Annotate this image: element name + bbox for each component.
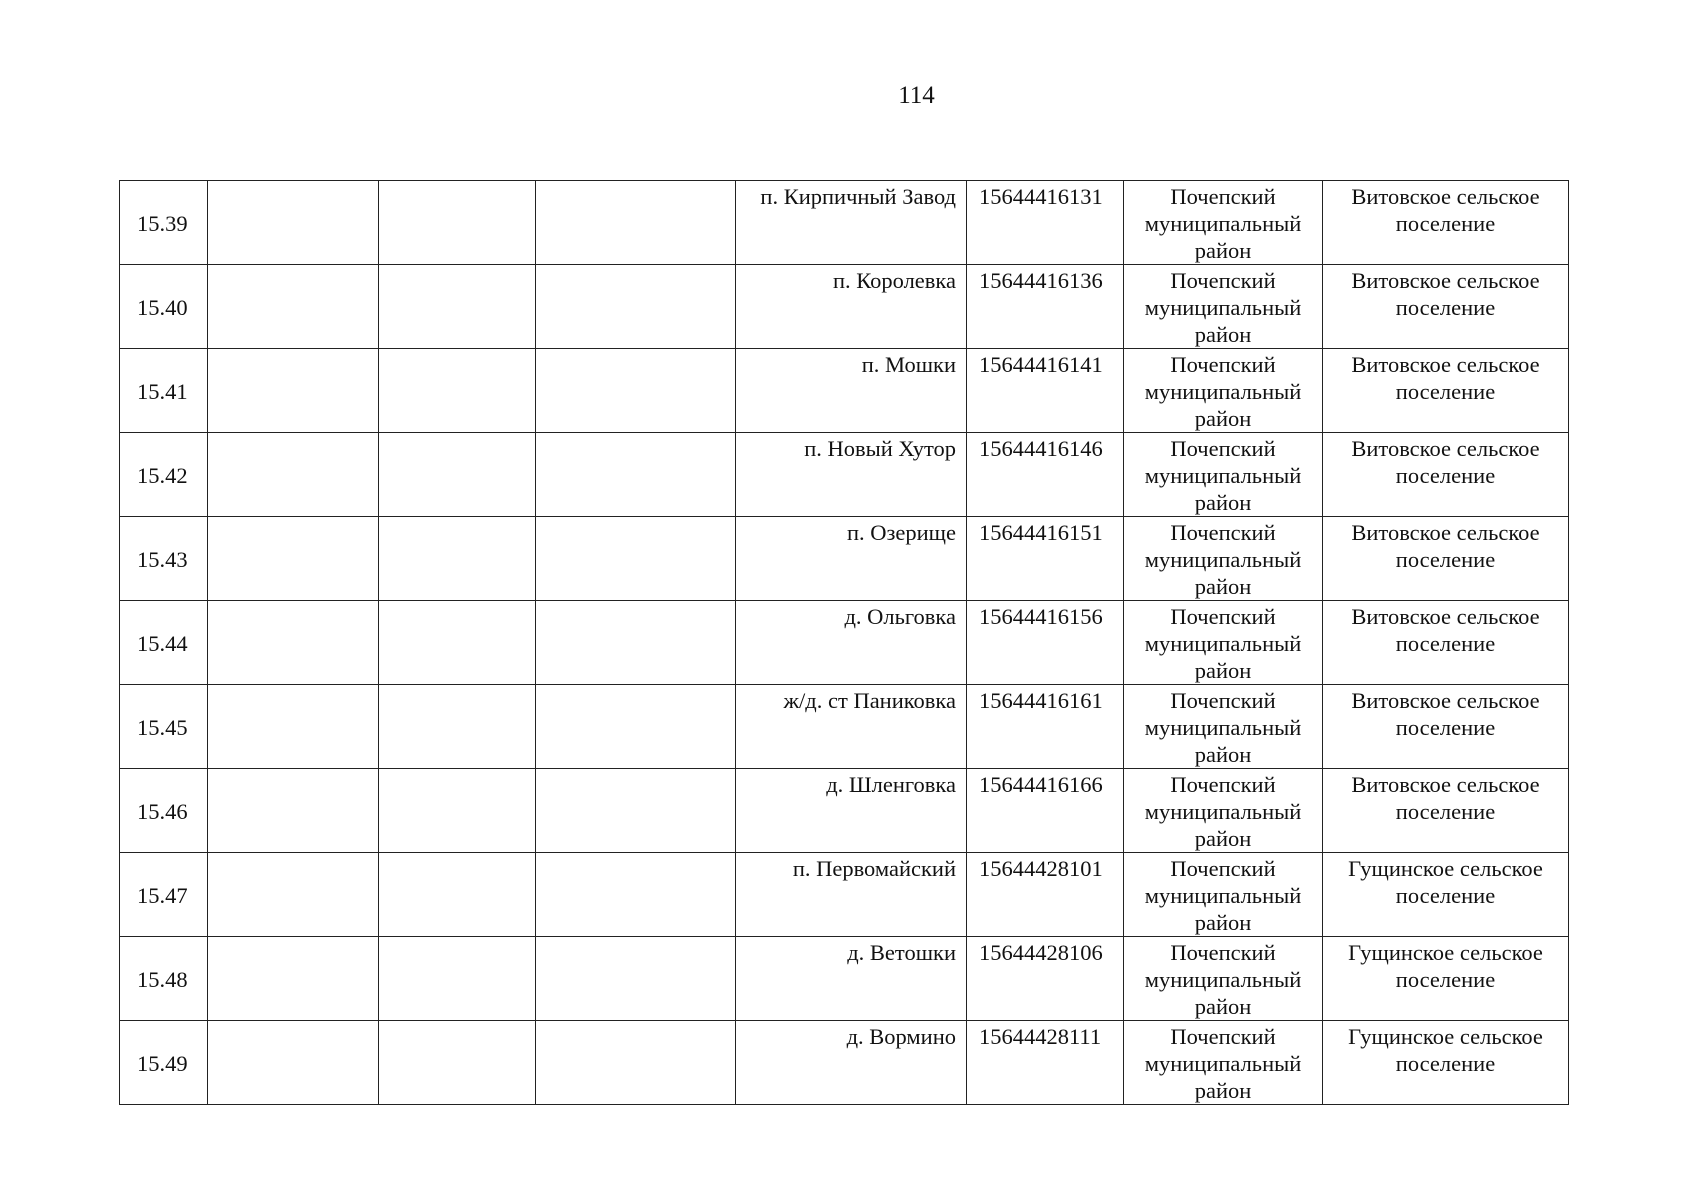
district-cell (1124, 853, 1323, 937)
locality-cell (736, 433, 967, 517)
settlement-name: Гущинское сельское поселение (1348, 940, 1543, 992)
row-number-cell (120, 349, 208, 433)
empty-cell (208, 853, 379, 937)
district-name: Почепский муниципальный район (1144, 1024, 1302, 1103)
locality-cell (736, 937, 967, 1021)
code-cell (967, 433, 1124, 517)
row-number: 15.46 (137, 799, 188, 824)
code-cell (967, 685, 1124, 769)
empty-cell (536, 517, 736, 601)
locality-cell (736, 1021, 967, 1105)
locality-name: п. Кирпичный Завод (760, 184, 956, 209)
table-row (120, 601, 1569, 685)
empty-cell (379, 769, 536, 853)
settlement-cell (1323, 685, 1569, 769)
locality-cell (736, 181, 967, 265)
settlement-name: Витовское сельское поселение (1351, 352, 1540, 404)
row-number: 15.45 (137, 715, 188, 740)
district-cell (1124, 433, 1323, 517)
code-cell (967, 517, 1124, 601)
row-number-cell (120, 853, 208, 937)
row-number-cell (120, 265, 208, 349)
empty-cell (208, 517, 379, 601)
row-number: 15.48 (137, 967, 188, 992)
empty-cell (208, 433, 379, 517)
row-number: 15.44 (137, 631, 188, 656)
table-row (120, 1021, 1569, 1105)
oktmo-code: 15644416166 (979, 772, 1103, 797)
locality-cell (736, 601, 967, 685)
code-cell (967, 349, 1124, 433)
row-number-cell (120, 685, 208, 769)
empty-cell (536, 433, 736, 517)
oktmo-code: 15644416136 (979, 268, 1103, 293)
table-row (120, 181, 1569, 265)
district-name: Почепский муниципальный район (1144, 268, 1302, 347)
oktmo-code: 15644416131 (979, 184, 1103, 209)
oktmo-code: 15644416161 (979, 688, 1103, 713)
empty-cell (536, 769, 736, 853)
locality-name: д. Ольговка (844, 604, 956, 629)
row-number: 15.49 (137, 1051, 188, 1076)
district-cell (1124, 1021, 1323, 1105)
row-number-cell (120, 433, 208, 517)
locality-name: ж/д. ст Паниковка (783, 688, 956, 713)
code-cell (967, 1021, 1124, 1105)
district-name: Почепский муниципальный район (1144, 436, 1302, 515)
oktmo-code: 15644416141 (979, 352, 1103, 377)
row-number: 15.42 (137, 463, 188, 488)
settlement-cell (1323, 937, 1569, 1021)
district-cell (1124, 517, 1323, 601)
district-cell (1124, 769, 1323, 853)
empty-cell (379, 181, 536, 265)
district-name: Почепский муниципальный район (1144, 688, 1302, 767)
district-cell (1124, 349, 1323, 433)
settlement-name: Витовское сельское поселение (1351, 184, 1540, 236)
district-name: Почепский муниципальный район (1144, 520, 1302, 599)
settlement-cell (1323, 517, 1569, 601)
empty-cell (208, 685, 379, 769)
row-number: 15.39 (137, 211, 188, 236)
settlement-name: Витовское сельское поселение (1351, 688, 1540, 740)
locality-name: д. Вормино (846, 1024, 956, 1049)
row-number: 15.43 (137, 547, 188, 572)
settlement-cell (1323, 181, 1569, 265)
empty-cell (379, 517, 536, 601)
settlement-name: Гущинское сельское поселение (1348, 1024, 1543, 1076)
empty-cell (536, 1021, 736, 1105)
locality-name: п. Новый Хутор (804, 436, 956, 461)
settlement-cell (1323, 853, 1569, 937)
district-cell (1124, 685, 1323, 769)
settlement-name: Витовское сельское поселение (1351, 520, 1540, 572)
settlement-name: Витовское сельское поселение (1351, 268, 1540, 320)
settlement-cell (1323, 769, 1569, 853)
district-name: Почепский муниципальный район (1144, 772, 1302, 851)
row-number-cell (120, 769, 208, 853)
settlement-name: Витовское сельское поселение (1351, 772, 1540, 824)
table-body (120, 181, 1569, 1105)
empty-cell (536, 937, 736, 1021)
settlement-name: Гущинское сельское поселение (1348, 856, 1543, 908)
locality-cell (736, 685, 967, 769)
row-number: 15.41 (137, 379, 188, 404)
table-row (120, 349, 1569, 433)
locality-name: п. Мошки (861, 352, 956, 377)
table-row (120, 517, 1569, 601)
empty-cell (379, 1021, 536, 1105)
settlement-cell (1323, 1021, 1569, 1105)
district-name: Почепский муниципальный район (1144, 184, 1302, 263)
oktmo-code: 15644428101 (979, 856, 1103, 881)
oktmo-code: 15644428111 (979, 1024, 1102, 1049)
locality-cell (736, 349, 967, 433)
empty-cell (208, 265, 379, 349)
code-cell (967, 265, 1124, 349)
table-row (120, 265, 1569, 349)
oktmo-code: 15644416146 (979, 436, 1103, 461)
locality-name: д. Ветошки (847, 940, 956, 965)
oktmo-code: 15644416156 (979, 604, 1103, 629)
district-cell (1124, 181, 1323, 265)
district-cell (1124, 937, 1323, 1021)
row-number-cell (120, 1021, 208, 1105)
oktmo-code: 15644428106 (979, 940, 1103, 965)
settlement-cell (1323, 349, 1569, 433)
settlement-name: Витовское сельское поселение (1351, 436, 1540, 488)
district-cell (1124, 265, 1323, 349)
row-number-cell (120, 601, 208, 685)
locality-cell (736, 265, 967, 349)
empty-cell (379, 601, 536, 685)
empty-cell (379, 349, 536, 433)
empty-cell (379, 685, 536, 769)
empty-cell (536, 181, 736, 265)
table-row (120, 685, 1569, 769)
registry-table (119, 180, 1569, 1105)
empty-cell (379, 853, 536, 937)
empty-cell (208, 1021, 379, 1105)
locality-cell (736, 769, 967, 853)
district-cell (1124, 601, 1323, 685)
district-name: Почепский муниципальный район (1144, 856, 1302, 935)
empty-cell (536, 265, 736, 349)
settlement-cell (1323, 433, 1569, 517)
empty-cell (536, 853, 736, 937)
empty-cell (379, 433, 536, 517)
settlement-cell (1323, 265, 1569, 349)
code-cell (967, 601, 1124, 685)
empty-cell (208, 349, 379, 433)
table-row (120, 853, 1569, 937)
locality-name: п. Первомайский (792, 856, 956, 881)
district-name: Почепский муниципальный район (1144, 604, 1302, 683)
settlement-name: Витовское сельское поселение (1351, 604, 1540, 656)
empty-cell (208, 937, 379, 1021)
table-row (120, 937, 1569, 1021)
code-cell (967, 853, 1124, 937)
empty-cell (208, 601, 379, 685)
district-name: Почепский муниципальный район (1144, 352, 1302, 431)
row-number-cell (120, 517, 208, 601)
row-number-cell (120, 937, 208, 1021)
empty-cell (208, 769, 379, 853)
table-row (120, 769, 1569, 853)
empty-cell (379, 937, 536, 1021)
empty-cell (536, 685, 736, 769)
row-number-cell (120, 181, 208, 265)
code-cell (967, 769, 1124, 853)
locality-name: д. Шленговка (826, 772, 956, 797)
locality-name: п. Озерище (846, 520, 956, 545)
row-number: 15.47 (137, 883, 188, 908)
locality-cell (736, 517, 967, 601)
settlement-cell (1323, 601, 1569, 685)
district-name: Почепский муниципальный район (1144, 940, 1302, 1019)
locality-name: п. Королевка (832, 268, 956, 293)
oktmo-code: 15644416151 (979, 520, 1103, 545)
row-number: 15.40 (137, 295, 188, 320)
empty-cell (208, 181, 379, 265)
locality-cell (736, 853, 967, 937)
empty-cell (536, 601, 736, 685)
code-cell (967, 181, 1124, 265)
page-number: 114 (898, 82, 935, 109)
empty-cell (536, 349, 736, 433)
code-cell (967, 937, 1124, 1021)
table-row (120, 433, 1569, 517)
empty-cell (379, 265, 536, 349)
